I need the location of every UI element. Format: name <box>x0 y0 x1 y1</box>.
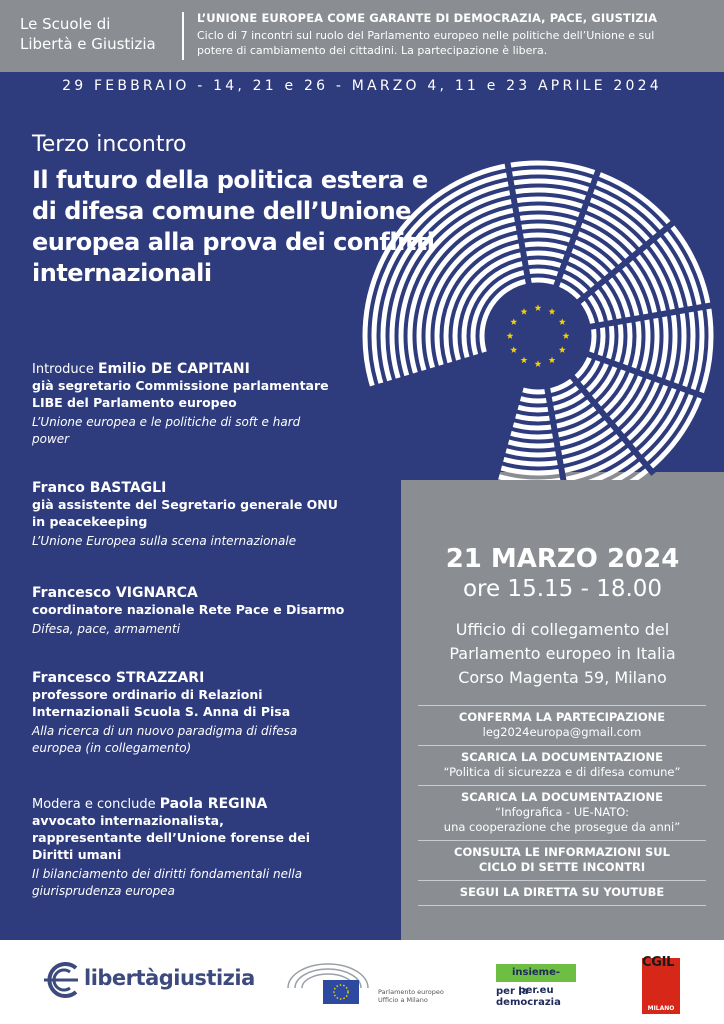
libertagiustizia-logo-text: libertàgiustizia <box>84 966 255 990</box>
title-line1: Il futuro della politica estera e <box>32 166 428 194</box>
speaker-bastagli <box>32 480 377 550</box>
venue-line3: Corso Magenta 59, Milano <box>458 668 667 687</box>
speaker-vignarca <box>32 585 377 638</box>
venue-line1: Ufficio di collegamento del <box>455 620 670 639</box>
speaker-topic-line2: giurisprudenza europea <box>32 884 175 898</box>
org-name-line1: Le Scuole di <box>20 15 111 33</box>
action-links <box>418 705 706 906</box>
speaker-topic-line1: Il bilanciamento dei diritti fondamentali nella <box>32 867 303 881</box>
title-line4: internazionali <box>32 259 212 287</box>
speaker-topic <box>32 723 377 757</box>
cycle-dates: 29 FEBBRAIO - 14, 21 e 26 - MARZO 4, 11 e 23 APRILE 2024 <box>62 78 662 94</box>
download-docs-label: SCARICA LA DOCUMENTAZIONE <box>460 790 664 804</box>
cycle-info-line1: CONSULTA LE INFORMAZIONI SUL <box>454 845 670 859</box>
speaker-intro: Modera e conclude <box>32 797 160 812</box>
eu-emblem-circle <box>492 290 584 382</box>
speaker-name: Emilio DE CAPITANI <box>97 361 250 377</box>
speaker-topic-line1: L’Unione europea e le politiche di soft e hard <box>32 415 301 429</box>
title-line3: europea alla prova dei conflitti <box>32 228 435 256</box>
org-name-line2: Libertà e Giustizia <box>20 35 156 53</box>
speaker-role-line2: in peacekeeping <box>32 514 148 529</box>
cycle-info-line2: CICLO DI SETTE INCONTRI <box>478 860 646 874</box>
speaker-role-line1: avvocato internazionalista, <box>32 813 224 828</box>
speaker-role-line1: già assistente del Segretario generale ONU <box>32 497 338 512</box>
speaker-role-line1: già segretario Commissione parlamentare <box>32 378 329 393</box>
cgil-logo-text: CGIL <box>642 955 675 970</box>
meeting-title <box>32 165 512 289</box>
youtube-live-label: SEGUI LA DIRETTA SU YOUTUBE <box>459 885 665 899</box>
speaker-name: Paola REGINA <box>159 796 268 812</box>
download-docs-title-line2: una cooperazione che prosegue da anni” <box>443 820 681 834</box>
cycle-info-link[interactable] <box>418 840 706 880</box>
speaker-name: Francesco STRAZZARI <box>32 670 205 686</box>
speaker-topic <box>32 414 377 448</box>
speaker-name: Franco BASTAGLI <box>32 480 167 496</box>
ep-caption-line1: Parlamento europeo <box>378 988 444 996</box>
speaker-topic: L’Unione Europea sulla scena internazionale <box>32 534 297 548</box>
confirm-participation-label: CONFERMA LA PARTECIPAZIONE <box>458 710 666 724</box>
download-docs-link-2[interactable] <box>418 785 706 840</box>
speaker-role-line2: LIBE del Parlamento europeo <box>32 395 237 410</box>
speaker-strazzari <box>32 670 377 757</box>
speaker-de-capitani <box>32 358 377 448</box>
ep-caption-line2: Ufficio a Milano <box>378 996 428 1004</box>
speaker-role-line3: Diritti umani <box>32 847 122 862</box>
speaker-topic <box>32 866 377 900</box>
speaker-topic-line2: europea (in collegamento) <box>32 741 192 755</box>
speaker-topic-line1: Alla ricerca di un nuovo paradigma di difesa <box>32 724 298 738</box>
speaker-regina <box>32 793 377 900</box>
youtube-live-link[interactable] <box>418 880 706 906</box>
series-title: L’UNIONE EUROPEA COME GARANTE DI DEMOCRAZIA, PACE, GIUSTIZIA <box>197 11 658 25</box>
cgil-city: MILANO <box>647 1005 675 1012</box>
insieme-per-tagline: per la democrazia <box>496 986 561 1008</box>
speaker-role-line2: Internazionali Scuola S. Anna di Pisa <box>32 704 291 719</box>
european-parliament-caption <box>378 988 458 1004</box>
series-description <box>197 28 717 58</box>
download-docs-title-line1: “Infografica - UE-NATO: <box>494 805 630 819</box>
confirm-email: leg2024europa@gmail.com <box>482 725 642 739</box>
event-date: 21 MARZO 2024 <box>445 544 680 574</box>
meeting-number: Terzo incontro <box>32 132 187 157</box>
series-desc-line1: Ciclo di 7 incontri sul ruolo del Parlamento europeo nelle politiche dell’Unione e sul <box>197 29 655 42</box>
header-divider <box>182 12 184 60</box>
download-docs-title: “Politica di sicurezza e di difesa comune” <box>443 765 681 779</box>
speaker-role-line1: coordinatore nazionale Rete Pace e Disarmo <box>32 602 345 617</box>
event-time: ore 15.15 - 18.00 <box>462 576 663 602</box>
series-desc-line2: potere di cambiamento dei cittadini. La partecipazione è libera. <box>197 44 548 57</box>
event-venue <box>401 618 724 690</box>
speaker-role-line1: professore ordinario di Relazioni <box>32 687 263 702</box>
speaker-intro: Introduce <box>32 362 98 377</box>
org-name <box>20 14 170 54</box>
download-docs-link-1[interactable] <box>418 745 706 785</box>
insieme-per-logo: insieme-per.eu <box>496 964 576 982</box>
european-parliament-logo-icon <box>283 958 373 1008</box>
confirm-participation-link[interactable] <box>418 705 706 745</box>
download-docs-label: SCARICA LA DOCUMENTAZIONE <box>460 750 664 764</box>
speaker-topic-line2: power <box>32 432 70 446</box>
speaker-topic: Difesa, pace, armamenti <box>32 622 181 636</box>
title-line2: di difesa comune dell’Unione <box>32 197 411 225</box>
speaker-name: Francesco VIGNARCA <box>32 585 198 601</box>
venue-line2: Parlamento europeo in Italia <box>449 644 676 663</box>
speaker-role-line2: rappresentante dell’Unione forense dei <box>32 830 311 845</box>
